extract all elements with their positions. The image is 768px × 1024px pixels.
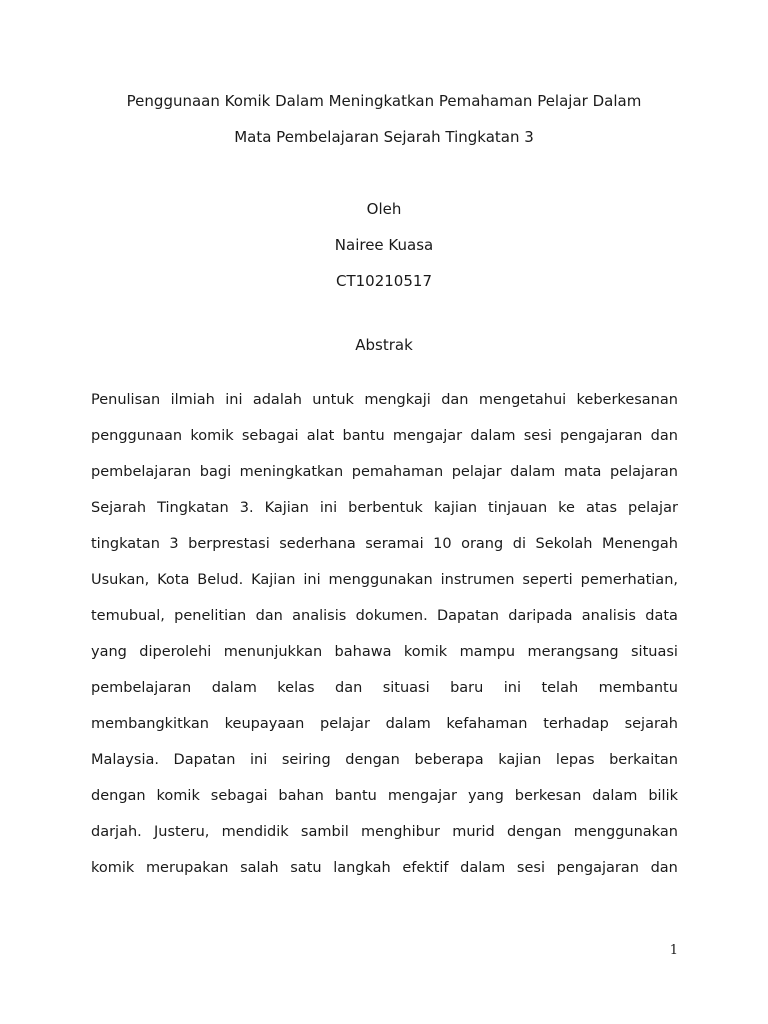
abstract-word: sejarah (624, 716, 678, 732)
student-id: CT10210517 (336, 272, 432, 290)
abstract-word: Dapatan (173, 752, 236, 768)
abstract-word: alat (306, 428, 335, 444)
abstract-word: ke (558, 500, 575, 516)
abstract-word: tingkatan (91, 536, 160, 552)
abstract-word: ilmiah (170, 392, 215, 408)
abstract-word: dan (441, 392, 469, 408)
abstract-word: Usukan, (91, 572, 150, 588)
abstract-word: membangkitkan (91, 716, 209, 732)
abstract-word: dalam (470, 428, 516, 444)
abstract-word: temubual, (91, 608, 165, 624)
title-line-1: Penggunaan Komik Dalam Meningkatkan Pemahaman Pelajar Dalam (126, 92, 642, 110)
abstract-word: analisis (292, 608, 347, 624)
abstract-word: pembelajaran (91, 680, 192, 696)
abstract-word: menggunakan (328, 572, 433, 588)
abstract-word: sebagai (241, 428, 299, 444)
abstract-word: satu (290, 860, 322, 876)
abstract-word: Kajian (264, 500, 309, 516)
abstract-line (91, 533, 678, 569)
abstract-word: merupakan (145, 860, 229, 876)
abstract-word: efektif (402, 860, 449, 876)
abstract-word: sebagai (210, 788, 268, 804)
abstract-word: sesi (523, 428, 552, 444)
abstract-word: yang (467, 788, 504, 804)
abstract-word: bahan (278, 788, 324, 804)
abstract-word: salah (240, 860, 279, 876)
abstract-word: ini (303, 572, 321, 588)
abstract-word: Tingkatan (157, 500, 229, 516)
abstract-word: kajian (498, 752, 542, 768)
abstract-word: adalah (252, 392, 302, 408)
abstract-word: ini (503, 680, 522, 696)
abstract-word: mengkaji (364, 392, 431, 408)
abstract-line (91, 713, 678, 749)
abstract-word: berkaitan (609, 752, 678, 768)
abstract-word: mengajar (392, 428, 463, 444)
abstract-line (91, 857, 678, 893)
abstract-line (91, 497, 678, 533)
abstract-word: menggunakan (573, 824, 678, 840)
abstract-word: berprestasi (188, 536, 270, 552)
abstract-word: kelas (277, 680, 315, 696)
abstract-word: menghibur (360, 824, 440, 840)
abstract-word: langkah (333, 860, 391, 876)
abstract-word: instrumen (440, 572, 515, 588)
abstract-word: telah (541, 680, 579, 696)
abstract-word: Kajian (251, 572, 296, 588)
abstract-word: kefahaman (446, 716, 528, 732)
abstract-word: komik (190, 428, 234, 444)
abstract-word: keberkesanan (576, 392, 678, 408)
abstract-word: ini (250, 752, 268, 768)
abstract-word: meningkatkan (239, 464, 344, 480)
abstract-line (91, 749, 678, 785)
abstract-word: ini (319, 500, 338, 516)
abstract-word: dalam (385, 716, 431, 732)
abstract-word: Menengah (601, 536, 678, 552)
abstract-word: pelajar (319, 716, 370, 732)
abstract-word: baru (450, 680, 484, 696)
abstract-word: komik (91, 860, 135, 876)
abstract-word: dan (334, 680, 363, 696)
abstract-word: daripada (508, 608, 573, 624)
abstract-word: membantu (598, 680, 678, 696)
abstract-word: Sekolah (535, 536, 593, 552)
abstract-word: untuk (312, 392, 354, 408)
abstract-line (91, 461, 678, 497)
abstract-word: sederhana (279, 536, 356, 552)
abstract-word: penelitian (174, 608, 247, 624)
abstract-word: pemerhatian, (580, 572, 678, 588)
abstract-word: dan (650, 428, 678, 444)
abstract-word: darjah. (91, 824, 142, 840)
author-name: Nairee Kuasa (334, 236, 434, 254)
abstract-line (91, 641, 678, 677)
abstract-word: berkesan (514, 788, 582, 804)
abstract-word: sesi (516, 860, 545, 876)
abstract-word: Kota (157, 572, 190, 588)
abstract-word: Belud. (197, 572, 244, 588)
abstract-word: pelajar (628, 500, 678, 516)
abstract-word: analisis (581, 608, 636, 624)
abstract-line (91, 605, 678, 641)
abstract-word: bahawa (334, 644, 392, 660)
abstract-word: dalam (592, 788, 638, 804)
abstract-word: sambil (300, 824, 349, 840)
abstract-word: pengajaran (560, 428, 643, 444)
abstract-word: ini (225, 392, 243, 408)
abstract-word: 10 (433, 536, 452, 552)
byline: Oleh (366, 200, 402, 218)
abstract-word: bantu (334, 788, 377, 804)
abstract-word: mengetahui (478, 392, 567, 408)
abstract-word: 3 (169, 536, 179, 552)
abstract-line (91, 389, 678, 425)
abstract-word: murid (452, 824, 495, 840)
abstract-word: 3. (239, 500, 254, 516)
abstract-word: seiring (281, 752, 331, 768)
title-line-2: Mata Pembelajaran Sejarah Tingkatan 3 (234, 128, 534, 146)
abstract-word: mendidik (221, 824, 289, 840)
abstract-word: pemahaman (351, 464, 444, 480)
abstract-word: penggunaan (91, 428, 183, 444)
abstract-word: yang (91, 644, 127, 660)
abstract-word: pengajaran (556, 860, 639, 876)
abstract-word: bagi (199, 464, 232, 480)
abstract-word: dalam (510, 464, 556, 480)
abstract-word: seperti (522, 572, 573, 588)
abstract-word: Dapatan (437, 608, 499, 624)
abstract-word: dengan (91, 788, 146, 804)
abstract-word: Penulisan (91, 392, 161, 408)
abstract-word: lepas (555, 752, 595, 768)
abstract-word: dan (650, 860, 678, 876)
abstract-line (91, 785, 678, 821)
abstract-word: bilik (648, 788, 678, 804)
abstract-word: terhadap (543, 716, 609, 732)
abstract-word: diperolehi (139, 644, 212, 660)
abstract-heading: Abstrak (355, 336, 413, 354)
abstract-word: dengan (345, 752, 400, 768)
abstract-word: tinjauan (488, 500, 548, 516)
abstract-word: data (645, 608, 678, 624)
abstract-word: keupayaan (224, 716, 305, 732)
abstract-line (91, 677, 678, 713)
abstract-word: berbentuk (348, 500, 423, 516)
abstract-word: seramai (365, 536, 424, 552)
abstract-word: mampu (459, 644, 516, 660)
abstract-word: komik (156, 788, 200, 804)
abstract-word: kajian (433, 500, 478, 516)
abstract-body (91, 389, 678, 893)
abstract-word: komik (403, 644, 448, 660)
abstract-word: dalam (460, 860, 506, 876)
abstract-word: dan (255, 608, 283, 624)
abstract-word: situasi (631, 644, 678, 660)
abstract-word: dokumen. (355, 608, 428, 624)
abstract-word: merangsang (527, 644, 619, 660)
abstract-line (91, 569, 678, 605)
abstract-word: menunjukkan (223, 644, 323, 660)
abstract-word: dengan (506, 824, 562, 840)
abstract-word: orang (461, 536, 504, 552)
abstract-word: mengajar (387, 788, 458, 804)
abstract-word: dalam (211, 680, 257, 696)
abstract-word: atas (585, 500, 617, 516)
abstract-word: Justeru, (153, 824, 210, 840)
abstract-word: pelajaran (609, 464, 678, 480)
abstract-word: pembelajaran (91, 464, 192, 480)
abstract-line (91, 425, 678, 461)
abstract-word: di (512, 536, 526, 552)
page-number: 1 (669, 943, 678, 958)
abstract-word: mata (563, 464, 602, 480)
abstract-word: Sejarah (91, 500, 147, 516)
abstract-word: Malaysia. (91, 752, 159, 768)
abstract-word: situasi (382, 680, 430, 696)
abstract-word: beberapa (414, 752, 484, 768)
abstract-word: bantu (342, 428, 385, 444)
abstract-word: pelajar (451, 464, 502, 480)
abstract-line (91, 821, 678, 857)
